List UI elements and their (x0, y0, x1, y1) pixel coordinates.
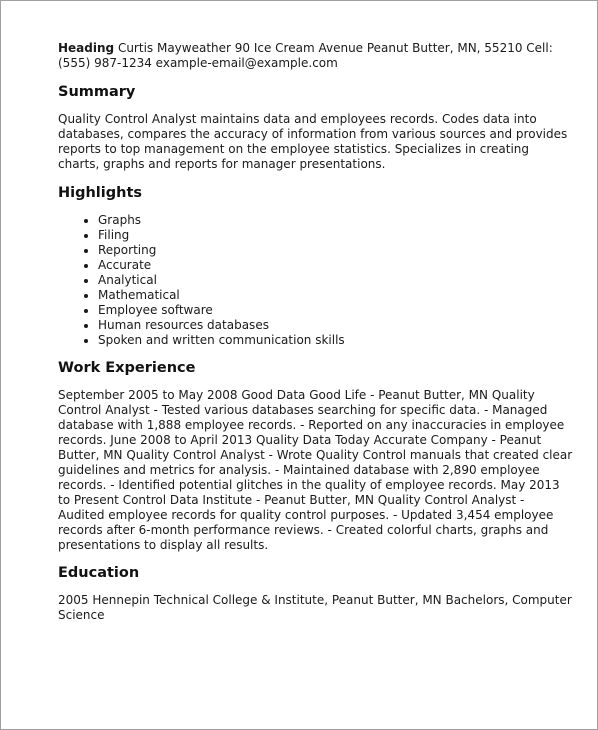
list-item: • Spoken and written communication skills (98, 333, 574, 348)
contact-details: Curtis Mayweather 90 Ice Cream Avenue Peanut Butter, MN, 55210 Cell: (555) 987-1234 example-email@example.com (58, 41, 553, 70)
contact-heading (58, 41, 574, 71)
list-item: • Graphs (98, 213, 574, 228)
education-section (58, 564, 574, 623)
education-text: 2005 Hennepin Technical College & Institute, Peanut Butter, MN Bachelors, Computer Science (58, 593, 572, 622)
summary-section (58, 83, 574, 172)
work-experience-text: September 2005 to May 2008 Good Data Good Life - Peanut Butter, MN Quality Control Analyst - Tested various databases searching for specific data. - Managed database with 1,888 employee records. - Reported on any inaccuracies in employee records. June 2008 to April 2013 Quality Data Today Accurate Company - Peanut Butter, MN Quality Control Analyst - Wrote Quality Control manuals that created clear guidelines and metrics for analysis. - Maintained database with 2,890 employee records. - Identified potential glitches in the quality of employee records. May 2013 to Present Control Data Institute - Peanut Butter, MN Quality Control Analyst - Audited employee records for quality control purposes. - Updated 3,454 employee records after 6-month performance reviews. - Created colorful charts, graphs and presentations to display all results. (58, 388, 573, 552)
resume-content (58, 41, 574, 623)
highlights-title: Highlights (58, 185, 143, 201)
highlights-section (58, 184, 574, 348)
heading-label: Heading (58, 41, 115, 55)
summary-title: Summary (58, 84, 136, 100)
summary-text: Quality Control Analyst maintains data and employees records. Codes data into databases, compares the accuracy of information from various sources and provides reports to top management on the employee statistics. Specializes in creating charts, graphs and reports for manager presentations. (58, 112, 568, 171)
highlights-list (58, 213, 574, 348)
list-item: • Analytical (98, 273, 574, 288)
list-item: • Employee software (98, 303, 574, 318)
work-experience-title: Work Experience (58, 360, 196, 376)
list-item: • Accurate (98, 258, 574, 273)
list-item: • Reporting (98, 243, 574, 258)
education-title: Education (58, 565, 140, 581)
list-item: • Filing (98, 228, 574, 243)
work-experience-section (58, 359, 574, 553)
list-item: • Mathematical (98, 288, 574, 303)
list-item: • Human resources databases (98, 318, 574, 333)
